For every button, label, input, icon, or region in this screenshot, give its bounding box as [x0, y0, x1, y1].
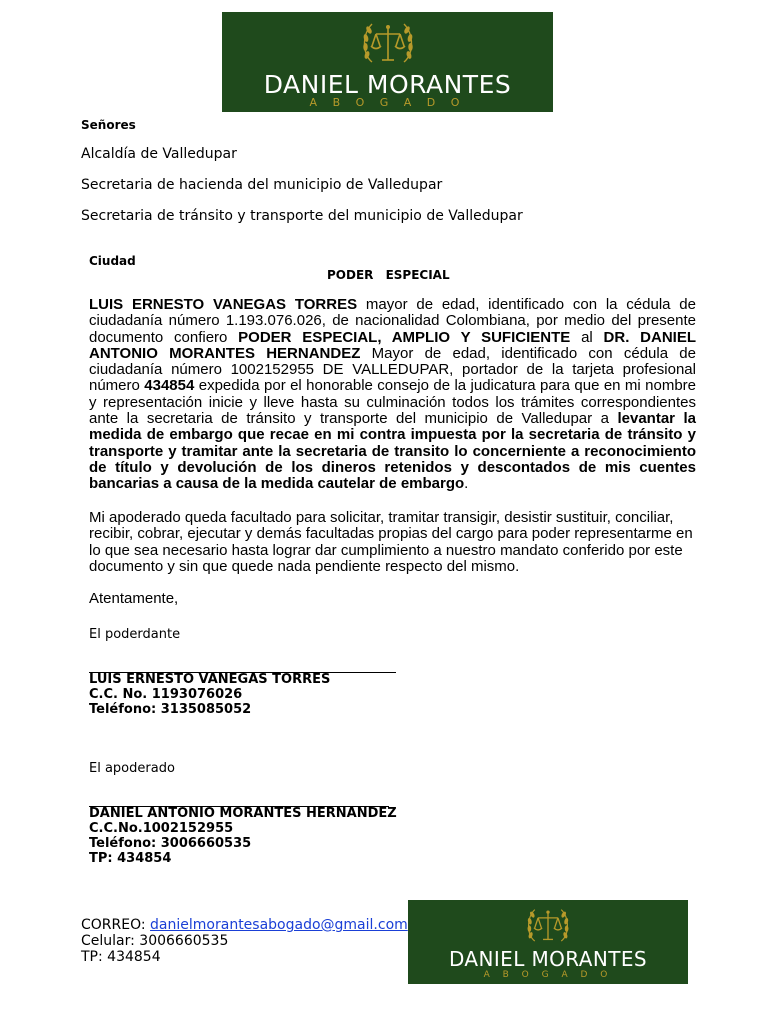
city-label: Ciudad: [89, 254, 136, 268]
attorney-label: El apoderado: [89, 761, 175, 776]
power-purpose: levantar la medida de embargo que recae en mi contra impuesta por la secretaria de tránsito y transporte y tramitar ante la secretaria de transito lo concerniente a reconocimiento de título y devolución de los dineros retenidos y descontados de mis cuentes bancarias a causa de la medida cautelar de embargo: [89, 410, 696, 493]
grantor-sig-phone: Teléfono: 3135085052: [89, 702, 252, 717]
attorney-name: DR. DANIEL ANTONIO MORANTES HERNANDEZ: [89, 328, 697, 362]
footer-logo: [408, 900, 688, 984]
professional-card-number: 434854: [144, 377, 195, 395]
attorney-sig-name: DANIEL ANTONIO MORANTES HERNANDEZ: [89, 806, 397, 821]
logo-subtitle: A B O G A D O: [309, 96, 466, 109]
cell-phone: Celular: 3006660535: [81, 933, 229, 949]
addressee-1: Alcaldía de Valledupar: [81, 146, 237, 162]
footer-tp: TP: 434854: [81, 949, 161, 965]
email-link[interactable]: danielmorantesabogado@gmail.com: [150, 917, 408, 933]
paragraph-text: expedida por el honorable consejo de la judicatura para que en mi nombre y representación inicie y lleve hasta su culminación todos los trámites correspondientes ante la secretaria de tránsito y transporte del municipio de Valledupar a: [89, 377, 696, 428]
email-label: CORREO:: [81, 917, 151, 933]
faculties-paragraph: Mi apoderado queda facultado para solicitar, tramitar transigir, desistir sustituir, conciliar, recibir, cobrar, ejecutar y demás facultadas propias del cargo para poder representarme en lo que sea necesario hasta lograr dar cumplimiento a nuestro mandato conferido por este documento y sin que quede nada pendiente respecto del mismo.: [89, 509, 693, 575]
attorney-sig-tp: TP: 434854: [89, 851, 172, 866]
scales-of-justice-icon: [523, 903, 573, 951]
grantor-sig-id: C.C. No. 1193076026: [89, 687, 243, 702]
grantor-signature-block: [89, 672, 330, 717]
paragraph-text: Mayor de edad, identificado con cédula de ciudadanía número 1002152955 DE VALLEDUPAR, portador de la tarjeta profesional número: [89, 344, 696, 395]
document-title: PODER ESPECIAL: [327, 268, 450, 282]
logo-name: DANIEL MORANTES: [263, 70, 512, 99]
attorney-sig-phone: Teléfono: 3006660535: [89, 836, 252, 851]
salutation: Señores: [81, 118, 136, 132]
grantor-name: LUIS ERNESTO VANEGAS TORRES: [89, 296, 358, 313]
addressee-3: Secretaria de tránsito y transporte del municipio de Valledupar: [81, 208, 523, 224]
grantor-label: El poderdante: [89, 627, 181, 642]
logo-subtitle: A B O G A D O: [483, 970, 613, 980]
power-paragraph: [89, 297, 696, 493]
scales-of-justice-icon: [358, 16, 418, 74]
paragraph-text: mayor de edad, identificado con la cédula de ciudadanía número 1.193.076.026, de nacionalidad Colombiana, por medio del presente documento confiero: [89, 296, 696, 346]
closing: Atentamente,: [89, 590, 179, 607]
addressee-2: Secretaria de hacienda del municipio de Valledupar: [81, 177, 443, 193]
paragraph-text: al: [570, 328, 604, 346]
header-logo: [222, 12, 553, 112]
attorney-signature-block: [89, 806, 397, 866]
grantor-sig-name: LUIS ERNESTO VANEGAS TORRES: [89, 672, 331, 687]
logo-name: DANIEL MORANTES: [448, 947, 647, 971]
paragraph-text: .: [464, 475, 469, 493]
attorney-sig-id: C.C.No.1002152955: [89, 821, 234, 836]
power-type: PODER ESPECIAL, AMPLIO Y SUFICIENTE: [238, 328, 571, 346]
footer-contact: [81, 917, 408, 965]
